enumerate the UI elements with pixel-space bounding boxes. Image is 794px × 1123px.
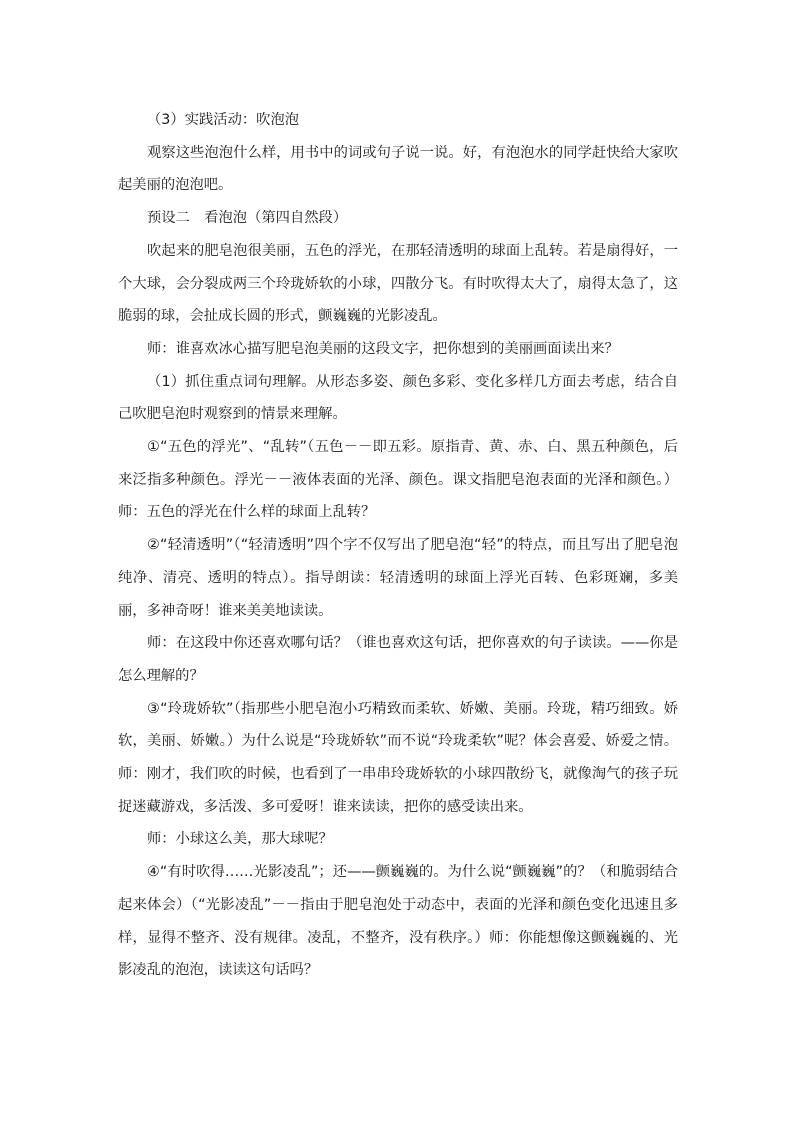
paragraph-point-1: ①“五色的浮光”、“乱转”（五色－－即五彩。原指青、黄、赤、白、黑五种颜色，后来泛指多种颜色。浮光－－液体表面的光泽、颜色。课文指肥皂泡表面的光泽和颜色。）师：五色的浮光在什么样的球面上乱转？: [118, 439, 678, 521]
paragraph-quote: 吹起来的肥皂泡很美丽，五色的浮光，在那轻清透明的球面上乱转。若是扇得好，一个大球，会分裂成两三个玲珑娇软的小球，四散分飞。有时吹得太大了，扇得太急了，这脆弱的球，会扯成长圆的形式，颤巍巍的光影凌乱。: [118, 242, 678, 325]
paragraph-teacher-2: 师：在这段中你还喜欢哪句话？（谁也喜欢这句话，把你喜欢的句子读读。——你是怎么理解的？: [118, 635, 678, 684]
paragraph-point-3: ③“玲珑娇软”（指那些小肥皂泡小巧精致而柔软、娇嫩、美丽。玲珑，精巧细致。娇软，美丽、娇嫩。）为什么说是“玲珑娇软”而不说“玲珑柔软”呢？体会喜爱、娇爱之情。师：刚才，我们吹的时候，也看到了一串串玲珑娇软的小球四散纷飞，就像淘气的孩子玩捉迷藏游戏，多活泼、多可爱呀！谁来读读，把你的感受读出来。: [118, 700, 678, 815]
paragraph-preset-two: 预设二 看泡泡（第四自然段）: [147, 210, 348, 227]
paragraph-point-2: ②“轻清透明”（“轻清透明”四个字不仅写出了肥皂泡“轻”的特点，而且写出了肥皂泡纯净、清亮、透明的特点）。指导朗读：轻清透明的球面上浮光百转、色彩斑斓，多美丽，多神奇呀！谁来美美地读读。: [118, 537, 678, 619]
paragraph-teacher-3: 师：小球这么美，那大球呢？: [147, 831, 333, 848]
paragraph-point-4: ④“有时吹得……光影凌乱”；还——颤巍巍的。为什么说“颤巍巍”的？（和脆弱结合起来体会）（“光影凌乱”－－指由于肥皂泡处于动态中，表面的光泽和颜色变化迅速且多样，显得不整齐、没有规律。凌乱，不整齐，没有秩序。）师：你能想像这颤巍巍的、光影凌乱的泡泡，读读这句话吗？: [118, 864, 678, 979]
paragraph-key-words: （1）抓住重点词句理解。从形态多姿、颜色多彩、变化多样几方面去考虑，结合自己吹肥皂泡时观察到的情景来理解。: [118, 373, 678, 423]
document-page: [118, 104, 678, 987]
paragraph-teacher-1: 师：谁喜欢冰心描写肥皂泡美丽的这段文字，把你想到的美丽画面读出来？: [147, 340, 619, 357]
paragraph-observe: 观察这些泡泡什么样，用书中的词或句子说一说。好，有泡泡水的同学赶快给大家吹起美丽的泡泡吧。: [118, 144, 678, 194]
paragraph-practice-activity: （3）实践活动：吹泡泡: [147, 112, 300, 128]
